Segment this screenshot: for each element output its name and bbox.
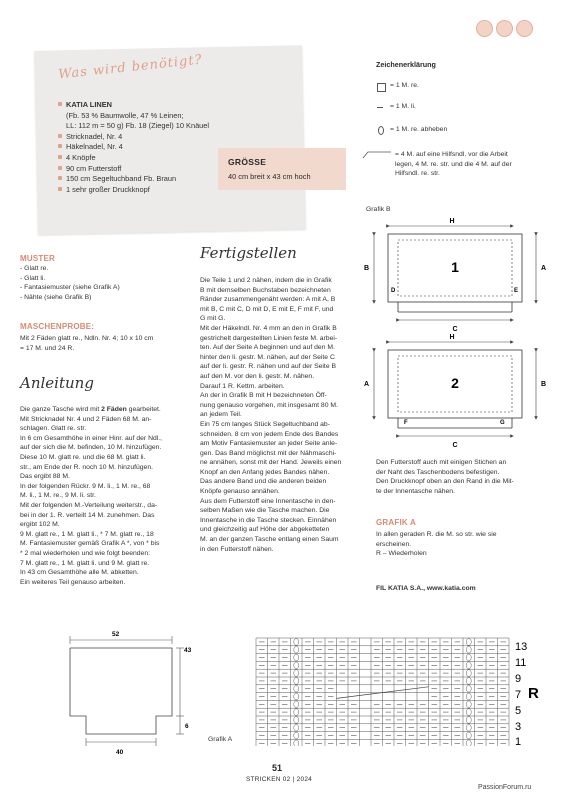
anleitung-line: 9 M. glatt re., 1 M. glatt li., * 7 M. glatt re., 18 xyxy=(20,530,154,538)
anleitung-line: Ein weiteres Teil genauso arbeiten. xyxy=(20,578,126,586)
anleitung-line: auf der sich die M. befinden, 10 M. hinzufügen. xyxy=(20,444,162,452)
chart-slip-stitch xyxy=(294,701,299,708)
schematic-top-label: 52 xyxy=(112,631,120,638)
schematic-bottom-label: 40 xyxy=(116,749,124,756)
anleitung-heading: Anleitung xyxy=(20,374,94,392)
grafik-b-p1-bottom: C xyxy=(452,326,458,333)
yarn-line-1: (Fb. 53 % Baumwolle, 47 % Leinen; xyxy=(66,110,184,120)
legend-cable-line: Hilfsndl. re. str. xyxy=(395,170,440,178)
fertigstellen-line: Aus dem Futterstoff eine Innentasche in den- xyxy=(200,497,336,505)
fertigstellen-line: auf der li. gestr. R. nähen und auf der Seite B xyxy=(200,363,337,371)
legend-symbol-slip xyxy=(378,126,384,135)
anleitung-line: schlagen. Glatt re. str. xyxy=(20,425,87,433)
fertigstellen-line: schneiden. 8 cm von jedem Ende des Bandes xyxy=(200,430,339,438)
maschenprobe-heading: MASCHENPROBE: xyxy=(20,322,95,331)
anleitung-line: ergibt 102 M. xyxy=(20,521,60,529)
chart-row-label: 11 xyxy=(515,657,527,669)
fertigstellen-line: an jedem Teil. xyxy=(200,411,242,419)
grafik-b-p2-number: 2 xyxy=(451,375,459,391)
chart-slip-stitch xyxy=(466,717,471,724)
bullet-icon xyxy=(58,176,62,180)
size-box xyxy=(218,148,346,190)
bullet-icon xyxy=(58,187,62,191)
chart-slip-stitch xyxy=(294,732,299,739)
material-item: 90 cm Futterstoff xyxy=(66,163,122,173)
chart-row-label: 13 xyxy=(515,641,528,653)
legend-title: Zeichenerklärung xyxy=(376,60,436,69)
fertigstellen-line: und gleichzeitig auf Höhe der abgeketteten xyxy=(200,526,330,534)
grafik-b-p1-right: A xyxy=(541,265,547,272)
anleitung-text xyxy=(20,405,196,587)
material-item: 150 cm Segeltuchband Fb. Braun xyxy=(66,174,177,184)
legend-item-cable xyxy=(395,150,555,179)
fertigstellen-line: G mit G. xyxy=(200,315,226,323)
credit: FIL KATIA S.A., www.katia.com xyxy=(376,585,476,592)
right-col-line: der Naht des Taschenbodens befestigen. xyxy=(376,468,500,476)
size-heading: GRÖSSE xyxy=(228,157,267,167)
legend-item-slip: = 1 M. re. abheben xyxy=(390,126,448,133)
maschenprobe-line: = 17 M. und 24 R. xyxy=(20,344,75,352)
schematic-right-top-label: 43 xyxy=(184,647,192,654)
grafik-b-diagram xyxy=(360,212,550,450)
chart-slip-stitch xyxy=(466,678,471,685)
fertigstellen-line: An der in Grafik B mit H bezeichneten Öff- xyxy=(200,392,327,400)
fertigstellen-line: hinter den li. gestr. M. nähen, auf der Seite C xyxy=(200,353,335,361)
fertigstellen-line: Mit der Häkelndl. Nr. 4 mm an den in Grafik B xyxy=(200,324,337,332)
fertigstellen-line: Darauf 1 R. Kettm. arbeiten. xyxy=(200,382,285,390)
muster-line: - Fantasiemuster (siehe Grafik A) xyxy=(20,284,120,292)
anleitung-line: In der folgenden Rückr. 9 M. li., 1 M. re., 68 xyxy=(20,482,151,490)
fertigstellen-line: gestrichelt dargestellten Linien feste M. arbei- xyxy=(200,334,338,342)
fertigstellen-line: nung genauso vorgehen, mit insgesamt 80 M. xyxy=(200,401,338,409)
fertigstellen-line: in den Futterstoff nähen. xyxy=(200,545,274,553)
muster-line: - Glatt re. xyxy=(20,265,49,272)
chart-slip-stitch xyxy=(466,709,471,716)
yarn-line-2: LL: 112 m = 50 g) Fb. 18 (Ziegel) 10 Knäuel xyxy=(66,121,210,131)
chart-slip-stitch xyxy=(294,670,299,677)
bullet-icon xyxy=(58,155,62,159)
muster-list xyxy=(20,264,120,302)
anleitung-line: In 6 cm Gesamthöhe in einer Hinr. auf der Ndl., xyxy=(20,434,163,442)
anleitung-line: Das ergibt 88 M. xyxy=(20,473,70,481)
chart-slip-stitch xyxy=(294,639,299,646)
material-item: 4 Knöpfe xyxy=(66,152,96,162)
grafik-b-p2-left: A xyxy=(364,381,370,388)
chart-slip-stitch xyxy=(294,646,299,653)
chart-row-label: 9 xyxy=(515,673,522,685)
legend-item-purl: = 1 M. li. xyxy=(390,103,416,110)
muster-heading: MUSTER xyxy=(20,254,55,263)
legend-symbol-knit xyxy=(377,83,386,92)
fertigstellen-line: B mit demselben Buchstaben bezeichneten xyxy=(200,286,331,294)
chart-slip-stitch xyxy=(294,693,299,700)
anleitung-line-first: Die ganze Tasche wird mit 2 Fäden gearbeitet. xyxy=(20,406,161,413)
anleitung-line: Diese 10 M. glatt re. und die 68 M. glatt li. xyxy=(20,453,146,461)
bullet-icon xyxy=(58,144,62,148)
anleitung-line: Mit Stricknadel Nr. 4 und 2 Fäden 68 M. an- xyxy=(20,415,152,423)
maschenprobe-line: Mit 2 Fäden glatt re., Ndln. Nr. 4; 10 x 10 cm xyxy=(20,335,154,342)
fertigstellen-line: Knopf an den Anfang jedes Bandes nähen. xyxy=(200,468,330,476)
fertigstellen-line: gen. Das Band möglichst mit der Nähmaschi- xyxy=(200,449,337,457)
chart-row-label: 7 xyxy=(515,689,522,701)
materials-card-title: Was wird benötigt? xyxy=(57,52,204,83)
anleitung-line: M. Fantasiemuster gemäß Grafik A *, von * bis xyxy=(20,540,160,548)
muster-line: - Glatt li. xyxy=(20,274,46,282)
right-col-line: Den Druckknopf oben an den Rand in die Mit- xyxy=(376,478,514,486)
anleitung-line: Mit der folgenden M.-Verteilung weiterstr., da- xyxy=(20,501,158,509)
grafik-a-heading: GRAFIK A xyxy=(376,518,416,527)
bullet-icon xyxy=(58,166,62,170)
fertigstellen-line: ten. Auf der Seite A beginnen und auf den M. xyxy=(200,344,335,352)
grafik-b-p1-top: H xyxy=(449,218,455,225)
grafik-a-line: In allen geraden R. die M. so str. wie sie xyxy=(376,531,497,538)
page-number: 51 xyxy=(272,763,283,773)
grafik-b-label: Grafik B xyxy=(366,206,391,213)
fertigstellen-line: Die Teile 1 und 2 nähen, indem die in Grafik xyxy=(200,277,332,284)
chart-repeat-label: R xyxy=(528,685,539,702)
chart-slip-stitch xyxy=(466,639,471,646)
chart-slip-stitch xyxy=(466,732,471,739)
chart-row-label: 1 xyxy=(515,736,522,746)
chart-slip-stitch xyxy=(294,678,299,685)
grafik-a-line: R – Wiederholen xyxy=(376,550,427,558)
grafik-a-chart xyxy=(254,636,546,746)
fertigstellen-text xyxy=(200,276,368,554)
fertigstellen-line: Innentasche in die Tasche stecken. Einnähen xyxy=(200,516,337,524)
fertigstellen-line: am Motiv Fantasiemuster an jeder Seite anle- xyxy=(200,440,338,448)
legend-cable-line: = 4 M. auf eine Hilfsndl. vor die Arbeit xyxy=(395,151,508,158)
anleitung-line: str., am Ende der R. noch 10 M. hinzufügen. xyxy=(20,463,153,471)
bullet-icon xyxy=(58,102,62,106)
grafik-a-text xyxy=(376,530,556,559)
maschenprobe-text xyxy=(20,334,153,353)
fertigstellen-line: Das andere Band und die anderen beiden xyxy=(200,478,327,486)
fertigstellen-line: ne annähen, sonst mit der Hand. Jeweils einen xyxy=(200,459,342,467)
grafik-b-p1-d: D xyxy=(391,288,396,294)
legend-item-knit: = 1 M. re. xyxy=(390,82,419,89)
legend-cable-line: legen, 4 M. re. str. und die 4 M. auf der xyxy=(395,160,512,168)
anleitung-line: 7 M. glatt re., 1 M. glatt li. und 9 M. glatt re. xyxy=(20,559,150,567)
schematic-right-bottom-label: 6 xyxy=(185,723,189,730)
grafik-b-p1-left: B xyxy=(364,265,370,272)
chart-slip-stitch xyxy=(466,740,471,746)
grafik-a-line: erscheinen. xyxy=(376,540,412,548)
chart-slip-stitch xyxy=(294,724,299,731)
chart-slip-stitch xyxy=(466,654,471,661)
chart-slip-stitch xyxy=(466,670,471,677)
bullet-icon xyxy=(58,134,62,138)
watermark: PassionForum.ru xyxy=(478,784,532,791)
tote-schematic xyxy=(60,626,200,756)
grafik-a-label: Grafik A xyxy=(208,736,233,743)
material-item: 1 sehr großer Druckknopf xyxy=(66,184,150,194)
chart-slip-stitch xyxy=(294,717,299,724)
legend-symbol-cable-icon xyxy=(362,150,392,160)
logo-yarn-icon-2 xyxy=(496,20,513,37)
fertigstellen-heading: Fertigstellen xyxy=(200,244,297,262)
legend-symbol-purl xyxy=(377,107,383,108)
muster-line: - Nähte (siehe Grafik B) xyxy=(20,293,92,301)
chart-row-label: 5 xyxy=(515,705,522,717)
chart-slip-stitch xyxy=(466,685,471,692)
chart-slip-stitch xyxy=(466,662,471,669)
fertigstellen-line: M. an der ganzen Tasche entlang einen Saum xyxy=(200,536,339,544)
yarn-name: KATIA LINEN xyxy=(66,100,112,109)
anleitung-line: In 43 cm Gesamthöhe alle M. abketten. xyxy=(20,569,139,577)
fertigstellen-line: Ein 75 cm langes Stück Segeltuchband ab- xyxy=(200,420,330,428)
grafik-b-p2-top: H xyxy=(449,334,455,341)
fertigstellen-line: Ränder zusammengenäht werden: A mit A, B xyxy=(200,296,336,304)
grafik-b-p1-e: E xyxy=(514,288,519,294)
right-col-text xyxy=(376,458,556,496)
fertigstellen-line: selben Maßen wie die Tasche machen. Die xyxy=(200,507,330,515)
fertigstellen-line: mit B, C mit C, D mit D, E mit E, F mit F, und xyxy=(200,305,334,313)
chart-row-label: 3 xyxy=(515,721,522,733)
fertigstellen-line: auf den M. vor den li. gestr. M. nähen. xyxy=(200,372,315,380)
fertigstellen-line: Knöpfe genauso annähen. xyxy=(200,488,280,496)
grafik-b-p2-g: G xyxy=(500,420,505,426)
chart-slip-stitch xyxy=(466,646,471,653)
chart-slip-stitch xyxy=(466,693,471,700)
right-col-line: te der Innentasche nähen. xyxy=(376,487,455,495)
chart-slip-stitch xyxy=(294,709,299,716)
chart-slip-stitch xyxy=(294,685,299,692)
logo-yarn-icon-1 xyxy=(476,20,493,37)
chart-slip-stitch xyxy=(466,724,471,731)
material-item: Häkelnadel, Nr. 4 xyxy=(66,142,123,152)
size-text: 40 cm breit x 43 cm hoch xyxy=(228,172,311,181)
chart-slip-stitch xyxy=(466,701,471,708)
grafik-b-p1-number: 1 xyxy=(451,259,459,275)
anleitung-line: * 2 mal wiederholen und wie folgt beenden: xyxy=(20,549,150,557)
anleitung-line: M. li., 1 M. re., 9 M. li. str. xyxy=(20,492,96,500)
right-col-line: Den Futterstoff auch mit einigen Stichen an xyxy=(376,459,507,466)
anleitung-line: bei in der 1. R. verteilt 14 M. zunehmen. Das xyxy=(20,511,155,519)
magazine-footer: STRICKEN 02 | 2024 xyxy=(246,776,313,783)
chart-slip-stitch xyxy=(294,740,299,746)
grafik-b-p2-bottom: C xyxy=(452,442,458,449)
grafik-b-p2-right: B xyxy=(541,381,547,388)
chart-slip-stitch xyxy=(294,654,299,661)
grafik-b-p2-f: F xyxy=(404,420,408,426)
logo-yarn-icon-3 xyxy=(516,20,533,37)
chart-slip-stitch xyxy=(294,662,299,669)
material-item: Stricknadel, Nr. 4 xyxy=(66,131,123,141)
